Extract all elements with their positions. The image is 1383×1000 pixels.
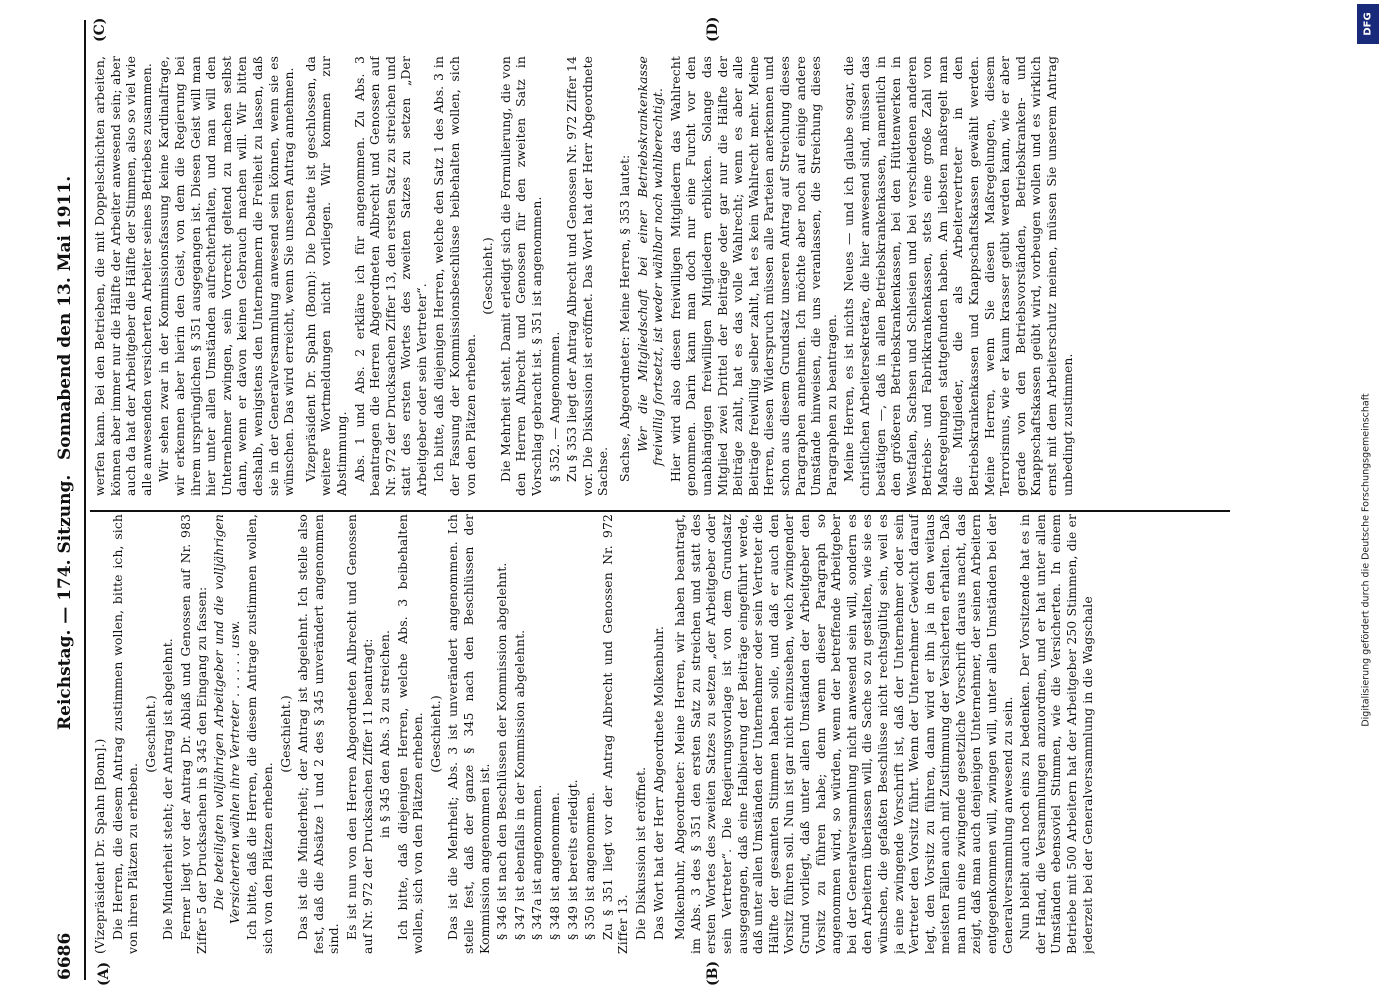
paragraph: § 348 ist angenommen.: [547, 792, 563, 940]
paragraph: (Geschieht.): [427, 695, 443, 773]
paragraph: Ich bitte, daß diejenigen Herren, welche Abs. 3 beibehalten wollen, sich von den Plätzen erheben.: [394, 514, 426, 954]
digitization-credit: Digitalisierung gefördert durch die Deutsche Forschungsgemeinschaft: [1360, 393, 1372, 727]
column-divider: [90, 510, 1230, 512]
dfg-logo: DFG: [1357, 4, 1379, 44]
paragraph: (Geschieht.): [480, 237, 496, 315]
paragraph: Ich bitte, daß die Herren, die diesem Antrage zustimmen wollen, sich von den Plätzen erheben.: [244, 514, 275, 954]
margin-marker-b: (B): [705, 960, 721, 986]
header-rule: [84, 20, 86, 980]
paragraph: Meine Herren, es ist nichts Neues — und ich glaube sogar, die christlichen Arbeitersekretäre, die hier anwesend sind, müssen das bestätigen —, daß in allen Betriebskrankenkassen, namentlich in den größeren Betriebskrankenkassen, bei den Hüttenwerken in Westfalen, Sachsen und Schlesien und bei verschiedenen anderen Betriebs- und Fabrikkrankenkassen, stets eine große Zahl von Maßregelungen stattgefunden haben. Am liebsten maßregelt man die Mitglieder, die als Arbeitervertreter in den Betriebskrankenkassen und Knappschaftskassen gewählt werden. Meine Herren, wenn Sie diesen Maßregelungen, diesem Terrorismus, wie er kaum krasser geübt werden kann, wie er aber gerade von den Betriebsvorständen, Betriebskranken- und Knappschaftskassen geübt wird, vorbeugen wollen und es wirklich ernst mit dem Arbeiterschutz meinen, müssen Sie unserem Antrag unbedingt zustimmen.: [841, 56, 1075, 496]
paragraph: § 346 ist nach den Beschlüssen der Kommission abgelehnt.: [494, 562, 510, 940]
paragraph: § 350 ist angenommen.: [582, 792, 598, 940]
paragraph: Die beteiligten volljährigen Arbeitgeber und die volljährigen Versicherten wählen ihre Vertreter . . . . . . usw.: [211, 514, 242, 924]
paragraph: Molkenbuhr, Abgeordneter: Meine Herren, wir haben beantragt, im Abs. 3 des § 351 den ersten Satz zu streichen und statt des ersten Wortes des zweiten Satzes zu setzen „der Arbeitgeber oder sein Vertreter“. Die Regierungsvorlage ist von dem Grundsatz ausgegangen, daß eine Halbierung der Beiträge eingeführt werde, daß unter allen Umständen der Unternehmer oder sein Vertreter die Hälfte der gesamten Stimmen haben solle, und daß er auch den Vorsitz führen soll. Nun ist gar nicht einzusehen, welch zwingender Grund vorliegt, daß unter allen Umständen der Arbeitgeber den Vorsitz zu führen habe; denn wenn dieser Paragraph so angenommen wird, so würden, wenn der betreffende Arbeitgeber bei der Generalversammlung nicht anwesend sein will, sondern es den Arbeitern überlassen will, die Sache so zu gestalten, wie sie es wünschen, die gefaßten Beschlüsse nicht rechtsgültig sein, weil es ja eine zwingende Vorschrift ist, daß der Unternehmer oder sein Vertreter den Vorsitz führt. Wenn der Unternehmer Gewicht darauf legt, den Vorsitz zu führen, dann wird er ihn ja in den weitaus meisten Fällen auch mit Zustimmung der Versicherten erhalten. Daß man nun eine zwingende gesetzliche Vorschrift daraus macht, das zeigt, daß man auch denjenigen Unternehmer, der seinen Arbeitern entgegenkommen will, zwingen will, unter allen Umständen bei der Generalversammlung anwesend zu sein.: [672, 514, 1015, 954]
paragraph: Ferner liegt vor der Antrag Dr. Ablaß und Genossen auf Nr. 983 Ziffer 5 der Drucksachen in § 345 den Eingang zu fassen:: [177, 514, 209, 954]
paragraph: § 352. — Angenommen.: [546, 331, 562, 482]
paragraph: Es ist nun von den Herren Abgeordneten Albrecht und Genossen auf Nr. 972 der Drucksachen Ziffer 11 beantragt:: [343, 514, 375, 954]
paragraph: Wer die Mitgliedschaft bei einer Betriebskrankenkasse freiwillig fortsetzt, ist weder wählbar noch wahlberechtigt.: [634, 56, 666, 466]
paragraph: Das Wort hat der Herr Abgeordnete Molkenbuhr.: [650, 626, 666, 940]
paragraph: in § 345 den Abs. 3 zu streichen.: [377, 629, 393, 839]
margin-marker-c: (C): [92, 17, 108, 42]
paragraph: Die Herren, die diesem Antrag zustimmen wollen, bitte ich, sich von ihren Plätzen zu erheben.: [109, 514, 141, 954]
session-title: Reichstag. — 174. Sitzung.: [55, 474, 75, 730]
page-number: 6686: [55, 932, 75, 980]
paragraph: Das ist die Minderheit; der Antrag ist abgelehnt. Ich stelle also fest, daß die Absätze 1 und 2 des § 345 unverändert angenommen sind.: [295, 514, 342, 954]
paragraph: werfen kann. Bei den Betrieben, die mit Doppelschichten arbeiten, können aber immer nur die Hälfte der Arbeiter anwesend sein; aber auch da hat der Arbeitgeber die Hälfte der Stimmen, also so viel wie alle anwesenden versicherten Arbeiter seines Betriebes zusammen.: [92, 56, 154, 496]
paragraph: (Vizepräsident Dr. Spahn [Bonn].): [92, 738, 107, 954]
paragraph: Das ist die Mehrheit; Abs. 3 ist unverändert angenommen. Ich stelle fest, daß der ganze § 345 nach den Beschlüssen der Kommission angenommen ist.: [445, 514, 492, 954]
paragraph: Abs. 1 und Abs. 2 erkläre ich für angenommen. Zu Abs. 3 beantragen die Herren Abgeordneten Albrecht und Genossen auf Nr. 972 der Drucksachen Ziffer 13, den ersten Satz zu streichen und statt des ersten Wortes des zweiten Satzes zu setzen „Der Arbeitgeber oder sein Vertreter“.: [351, 56, 429, 496]
margin-marker-d: (D): [705, 16, 721, 42]
paragraph: Wir sehen zwar in der Kommissionsfassung keine Kardinalfrage, wir erkennen aber hierin den Geist, von dem die Regierung bei ihrem ursprünglichen § 351 ausgegangen ist. Diesen Geist will man hier unter allen Umständen aufrechterhalten, und man will den Unternehmer zwingen, sein Vorrecht geltend zu machen selbst dann, wenn er davon keinen Gebrauch machen will. Wir bitten deshalb, wenigstens den Unternehmern die Freiheit zu lassen, daß sie in der Generalversammlung anwesend sein können, wenn sie es wünschen. Das wird erreicht, wenn Sie unseren Antrag annehmen.: [156, 56, 297, 496]
paragraph: Die Minderheit steht; der Antrag ist abgelehnt.: [160, 638, 176, 940]
page-header: [55, 20, 81, 980]
paragraph: (Geschieht.): [142, 695, 158, 773]
paragraph: § 347 ist ebenfalls in der Kommission abgelehnt.: [511, 629, 527, 940]
paragraph: Die Diskussion ist eröffnet.: [633, 766, 648, 940]
right-column: [92, 56, 1232, 496]
paragraph: Hier wird also diesen freiwilligen Mitgliedern das Wahlrecht genommen. Darin kann man doch nur eine Furcht vor den unabhängigen freiwilligen Mitgliedern erblicken. Solange das Mitglied zwei Drittel der Beiträge oder gar nur die Hälfte der Beiträge zahlt, hat es das volle Wahlrecht; wenn es aber alle Beiträge freiwillig selber zahlt, hat es kein Wahlrecht mehr. Meine Herren, diesen Widerspruch müssen alle Parteien anerkennen und schon aus diesem Grundsatz unseren Antrag auf Streichung dieses Paragraphen annehmen. Ich möchte aber noch auf einige andere Umstände hinweisen, die uns veranlassen, die Streichung dieses Paragraphen zu beantragen.: [667, 56, 839, 496]
margin-marker-a: (A): [96, 961, 112, 986]
paragraph: Nun bleibt auch noch eins zu bedenken. Der Vorsitzende hat es in der Hand, die Versammlungen anzuordnen, und er hat unter allen Umständen ebensoviel Stimmen, wie die Versicherten. In einem Betriebe mit 500 Arbeitern hat der Arbeitgeber 250 Stimmen, die er jederzeit bei der Generalversammlung in die Wagschale: [1017, 514, 1095, 954]
paragraph: § 349 ist bereits erledigt.: [564, 779, 580, 940]
paragraph: Sachse, Abgeordneter: Meine Herren, § 353 lautet:: [617, 154, 632, 482]
paragraph: Zu § 351 liegt vor der Antrag Albrecht und Genossen Nr. 972 Ziffer 13.: [599, 514, 631, 954]
session-date: Sonnabend den 13. Mai 1911.: [55, 175, 75, 460]
left-column: [92, 514, 1232, 954]
paragraph: § 347a ist angenommen.: [529, 784, 545, 940]
paragraph: (Geschieht.): [277, 695, 293, 773]
paragraph: Vizepräsident Dr. Spahn (Bonn): Die Debatte ist geschlossen, da weitere Wortmeldungen nicht vorliegen. Wir kommen zur Abstimmung.: [302, 56, 349, 496]
paragraph: Zu § 353 liegt der Antrag Albrecht und Genossen Nr. 972 Ziffer 14 vor. Die Diskussion ist eröffnet. Das Wort hat der Herr Abgeordnete Sachse.: [564, 56, 611, 496]
paragraph: Die Mehrheit steht. Damit erledigt sich die Formulierung, die von den Herren Albrecht und Genossen für den zweiten Satz in Vorschlag gebracht ist. § 351 ist angenommen.: [497, 56, 545, 496]
paragraph: Ich bitte, daß diejenigen Herren, welche den Satz 1 des Abs. 3 in der Fassung der Kommissionsbeschlüsse beibehalten wollen, sich von den Plätzen erheben.: [431, 56, 478, 496]
